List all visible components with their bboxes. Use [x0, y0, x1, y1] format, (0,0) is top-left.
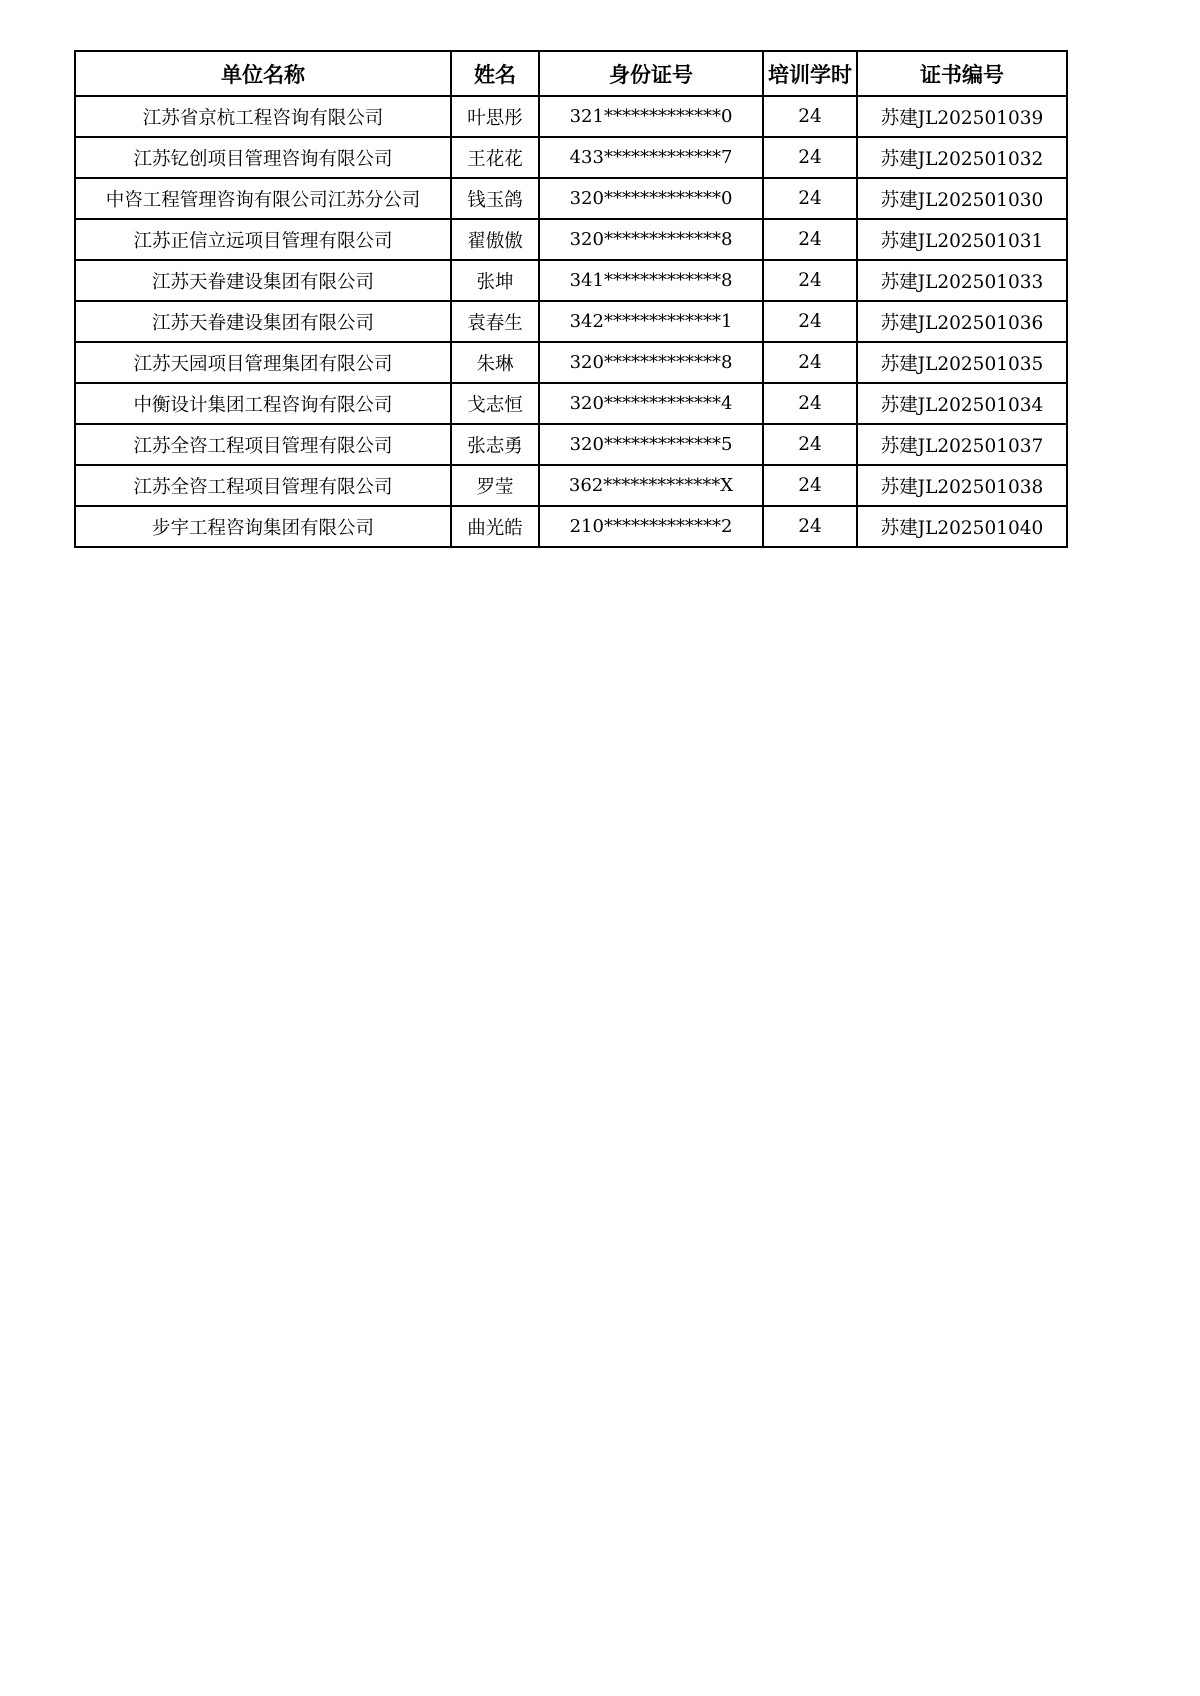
table-row	[75, 178, 1067, 219]
table-row	[75, 96, 1067, 137]
cell-person-name: 罗莹	[451, 465, 539, 506]
cell-id-number: 320*************5	[539, 424, 763, 465]
cell-id-number: 320*************8	[539, 342, 763, 383]
cell-unit-name: 江苏正信立远项目管理有限公司	[75, 219, 451, 260]
cell-training-hours: 24	[763, 506, 857, 547]
cell-certificate-number: 苏建JL202501034	[857, 383, 1067, 424]
cell-training-hours: 24	[763, 96, 857, 137]
cell-certificate-number: 苏建JL202501031	[857, 219, 1067, 260]
table-row	[75, 219, 1067, 260]
cell-person-name: 戈志恒	[451, 383, 539, 424]
cell-certificate-number: 苏建JL202501030	[857, 178, 1067, 219]
cell-unit-name: 江苏天园项目管理集团有限公司	[75, 342, 451, 383]
cell-id-number: 321*************0	[539, 96, 763, 137]
table-row	[75, 342, 1067, 383]
header-unit-name: 单位名称	[75, 51, 451, 96]
cell-unit-name: 中咨工程管理咨询有限公司江苏分公司	[75, 178, 451, 219]
cell-training-hours: 24	[763, 424, 857, 465]
cell-certificate-number: 苏建JL202501038	[857, 465, 1067, 506]
cell-person-name: 叶思彤	[451, 96, 539, 137]
cell-person-name: 钱玉鸽	[451, 178, 539, 219]
cell-certificate-number: 苏建JL202501035	[857, 342, 1067, 383]
cell-certificate-number: 苏建JL202501033	[857, 260, 1067, 301]
table-row	[75, 301, 1067, 342]
cell-person-name: 翟傲傲	[451, 219, 539, 260]
cell-person-name: 王花花	[451, 137, 539, 178]
cell-certificate-number: 苏建JL202501040	[857, 506, 1067, 547]
cell-training-hours: 24	[763, 137, 857, 178]
cell-certificate-number: 苏建JL202501036	[857, 301, 1067, 342]
table-row	[75, 260, 1067, 301]
cell-person-name: 朱琳	[451, 342, 539, 383]
cell-training-hours: 24	[763, 301, 857, 342]
table-row	[75, 465, 1067, 506]
cell-person-name: 张志勇	[451, 424, 539, 465]
cell-certificate-number: 苏建JL202501037	[857, 424, 1067, 465]
cell-person-name: 袁春生	[451, 301, 539, 342]
cell-training-hours: 24	[763, 219, 857, 260]
cell-id-number: 320*************4	[539, 383, 763, 424]
cell-unit-name: 中衡设计集团工程咨询有限公司	[75, 383, 451, 424]
table-row	[75, 424, 1067, 465]
cell-id-number: 320*************0	[539, 178, 763, 219]
cell-training-hours: 24	[763, 260, 857, 301]
cell-person-name: 张坤	[451, 260, 539, 301]
cell-certificate-number: 苏建JL202501032	[857, 137, 1067, 178]
cell-unit-name: 江苏省京杭工程咨询有限公司	[75, 96, 451, 137]
cell-unit-name: 江苏钇创项目管理咨询有限公司	[75, 137, 451, 178]
cell-id-number: 341*************8	[539, 260, 763, 301]
table-row	[75, 383, 1067, 424]
cell-unit-name: 江苏天眷建设集团有限公司	[75, 260, 451, 301]
cell-unit-name: 江苏全咨工程项目管理有限公司	[75, 465, 451, 506]
header-person-name: 姓名	[451, 51, 539, 96]
header-certificate-number: 证书编号	[857, 51, 1067, 96]
cell-id-number: 210*************2	[539, 506, 763, 547]
header-training-hours: 培训学时	[763, 51, 857, 96]
cell-id-number: 433*************7	[539, 137, 763, 178]
cell-training-hours: 24	[763, 342, 857, 383]
cell-unit-name: 江苏天眷建设集团有限公司	[75, 301, 451, 342]
table-row	[75, 506, 1067, 547]
table-row	[75, 137, 1067, 178]
cell-training-hours: 24	[763, 178, 857, 219]
cell-person-name: 曲光皓	[451, 506, 539, 547]
cell-unit-name: 步宇工程咨询集团有限公司	[75, 506, 451, 547]
cell-id-number: 362*************X	[539, 465, 763, 506]
cell-id-number: 342*************1	[539, 301, 763, 342]
table-body	[75, 96, 1067, 547]
table-header-row	[75, 51, 1067, 96]
cell-training-hours: 24	[763, 465, 857, 506]
cell-id-number: 320*************8	[539, 219, 763, 260]
header-id-number: 身份证号	[539, 51, 763, 96]
cell-certificate-number: 苏建JL202501039	[857, 96, 1067, 137]
training-roster-table	[74, 50, 1068, 548]
cell-training-hours: 24	[763, 383, 857, 424]
cell-unit-name: 江苏全咨工程项目管理有限公司	[75, 424, 451, 465]
